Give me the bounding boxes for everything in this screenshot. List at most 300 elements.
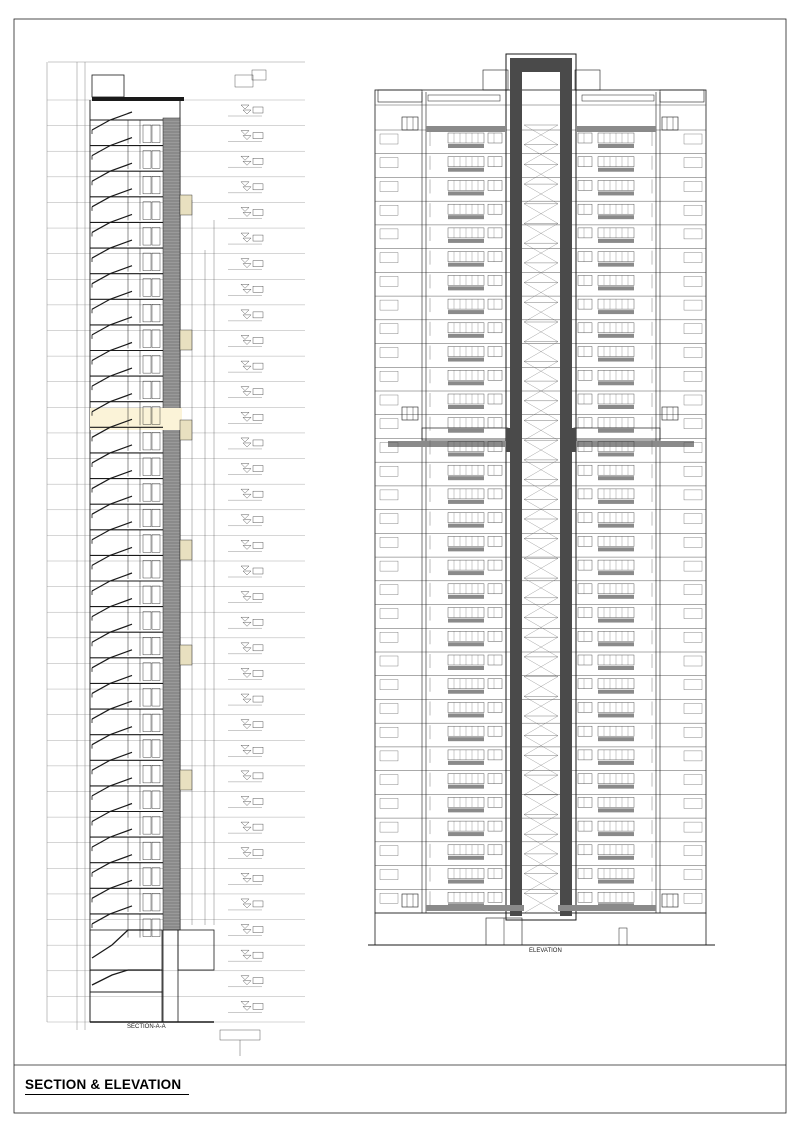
section-door-opening [143, 663, 151, 681]
section-level-marker [241, 336, 251, 345]
section-balcony-edge [92, 471, 132, 489]
section-level-box [253, 542, 263, 548]
section-door-opening [152, 893, 160, 911]
section-level-box [253, 286, 263, 292]
section-door-opening [143, 637, 151, 655]
section-level-marker [241, 131, 251, 140]
elevation-window [578, 821, 592, 831]
elevation-wing-window [684, 229, 702, 239]
section-level-box [253, 440, 263, 446]
section-balcony-edge [92, 573, 132, 591]
elevation-balcony-rail [448, 666, 484, 670]
elevation-wing-window [380, 609, 398, 619]
elevation-balcony-rail [448, 191, 484, 195]
elevation-wing-window [380, 229, 398, 239]
elevation-window [578, 845, 592, 855]
section-level-box [253, 594, 263, 600]
section-level-marker [241, 1001, 251, 1010]
elevation-window [488, 608, 502, 618]
elevation-window [578, 655, 592, 665]
section-level-box [253, 927, 263, 933]
elevation-balcony-rail [598, 215, 634, 219]
elevation-window [578, 726, 592, 736]
elevation-balcony-rail [598, 547, 634, 551]
elevation-wing-window [684, 158, 702, 168]
elevation-wing-window [380, 727, 398, 737]
elevation-core-cap [522, 58, 560, 72]
section-balcony-edge [92, 701, 132, 719]
section-level-box [253, 158, 263, 164]
elevation-corner-window [402, 117, 418, 130]
elevation-window [578, 584, 592, 594]
section-level-marker [241, 745, 251, 754]
elevation-wing-parapet [660, 90, 704, 102]
elevation-wing-window [684, 419, 702, 429]
section-door-opening [143, 612, 151, 630]
section-door-opening [152, 637, 160, 655]
elevation-balcony-rail [598, 808, 634, 812]
elevation-balcony-rail [448, 856, 484, 860]
elevation-roof-mass [575, 70, 600, 90]
section-balcony-edge [92, 675, 132, 693]
elevation-wing-parapet [378, 90, 422, 102]
elevation-balcony-rail [598, 334, 634, 338]
elevation-wing-window [380, 846, 398, 856]
section-door-opening [143, 919, 151, 937]
elevation-wing-window [380, 822, 398, 832]
elevation-balcony-rail [448, 547, 484, 551]
elevation-window [488, 228, 502, 238]
section-door-opening [152, 868, 160, 886]
section-service-box [180, 645, 192, 665]
elevation-window [578, 892, 592, 902]
elevation-window [488, 869, 502, 879]
section-level-marker [241, 540, 251, 549]
elevation-corner-window [662, 407, 678, 420]
section-door-opening [143, 356, 151, 374]
elevation-balcony-rail [448, 405, 484, 409]
section-level-marker [241, 233, 251, 242]
elevation-window [488, 750, 502, 760]
section-door-opening [143, 484, 151, 502]
section-level-marker [241, 592, 251, 601]
elevation-balcony-rail [448, 239, 484, 243]
elevation-balcony-rail [598, 524, 634, 528]
section-door-opening [152, 381, 160, 399]
elevation-window [578, 299, 592, 309]
elevation-wing-window [684, 253, 702, 263]
section-level-box [253, 619, 263, 625]
elevation-balcony-rail [598, 476, 634, 480]
elevation-window [488, 774, 502, 784]
section-foundation-detail [220, 1030, 260, 1040]
elevation-balcony-rail [448, 334, 484, 338]
section-balcony-edge [92, 829, 132, 847]
elevation-window [488, 370, 502, 380]
elevation-wing-window [684, 181, 702, 191]
elevation-balcony-rail [448, 168, 484, 172]
elevation-window [578, 180, 592, 190]
section-level-marker [241, 797, 251, 806]
elevation-balcony-rail [598, 880, 634, 884]
section-level-marker [241, 899, 251, 908]
elevation-window [488, 418, 502, 428]
section-level-box [253, 645, 263, 651]
elevation-balcony-rail [598, 903, 634, 907]
section-level-marker [241, 873, 251, 882]
elevation-wing-window [380, 205, 398, 215]
elevation-window [578, 702, 592, 712]
elevation-wing-window [684, 870, 702, 880]
sheet-title: SECTION & ELEVATION [25, 1077, 182, 1092]
section-door-opening [152, 688, 160, 706]
section-door-opening [143, 176, 151, 194]
section-level-marker [241, 182, 251, 191]
section-balcony-edge [92, 266, 132, 284]
section-door-opening [152, 765, 160, 783]
section-podium-core [163, 930, 178, 1022]
section-level-marker [241, 515, 251, 524]
elevation-window [488, 655, 502, 665]
elevation-balcony-rail [598, 737, 634, 741]
elevation-balcony-rail [598, 358, 634, 362]
elevation-balcony-rail [598, 595, 634, 599]
elevation-balcony-rail [448, 310, 484, 314]
section-balcony-edge [92, 650, 132, 668]
elevation-balcony-rail [598, 619, 634, 623]
elevation-corner-window [662, 117, 678, 130]
elevation-window [488, 679, 502, 689]
section-level-box [253, 952, 263, 958]
elevation-corner-window [402, 407, 418, 420]
section-service-box [180, 770, 192, 790]
section-door-opening [143, 765, 151, 783]
section-door-opening [143, 458, 151, 476]
elevation-balcony-rail [448, 429, 484, 433]
section-door-opening [143, 227, 151, 245]
elevation-core-node [562, 428, 576, 452]
section-door-opening [152, 714, 160, 732]
section-door-opening [143, 381, 151, 399]
section-level-marker [241, 976, 251, 985]
elevation-wing-window [684, 205, 702, 215]
elevation-balcony-rail [448, 690, 484, 694]
elevation-window [578, 489, 592, 499]
section-level-box [253, 466, 263, 472]
elevation-balcony-rail [448, 476, 484, 480]
section-balcony-edge [92, 368, 132, 386]
section-balcony-edge [92, 599, 132, 617]
elevation-balcony-rail [448, 619, 484, 623]
elevation-wing-window [684, 466, 702, 476]
section-door-opening [152, 356, 160, 374]
section-level-box [253, 875, 263, 881]
elevation-window [488, 584, 502, 594]
section-door-opening [143, 586, 151, 604]
elevation-wing-window [684, 300, 702, 310]
section-balcony-edge [92, 240, 132, 258]
elevation-roof-rail [428, 95, 500, 101]
section-level-box [253, 517, 263, 523]
section-door-opening [152, 330, 160, 348]
elevation-wing-window [684, 680, 702, 690]
elevation-balcony-rail [598, 832, 634, 836]
section-level-marker [241, 771, 251, 780]
elevation-wing-window [684, 609, 702, 619]
elevation-wing-window [684, 775, 702, 785]
elevation-wing-window [380, 893, 398, 903]
elevation-wing-window [380, 775, 398, 785]
elevation-window [578, 513, 592, 523]
elevation-window [578, 631, 592, 641]
elevation-wing-window [684, 798, 702, 808]
elevation-wing-window [380, 632, 398, 642]
elevation-window [488, 275, 502, 285]
elevation-balcony-rail [598, 310, 634, 314]
elevation-window [578, 750, 592, 760]
elevation-wing-window [380, 253, 398, 263]
elevation-window [488, 845, 502, 855]
elevation-podium [375, 913, 706, 945]
elevation-band [388, 441, 506, 447]
section-level-marker [241, 438, 251, 447]
elevation-window [488, 299, 502, 309]
section-door-opening [152, 535, 160, 553]
elevation-wing-window [380, 395, 398, 405]
elevation-window [488, 702, 502, 712]
elevation-wing-window [380, 466, 398, 476]
elevation-wing-window [380, 798, 398, 808]
elevation-core-column [510, 58, 522, 916]
elevation-wing-window [684, 371, 702, 381]
elevation-balcony-rail [598, 381, 634, 385]
section-level-marker [241, 694, 251, 703]
section-level-box [253, 338, 263, 344]
elevation-window [488, 892, 502, 902]
section-service-box [180, 420, 192, 440]
section-balcony-edge [92, 317, 132, 335]
elevation-window [488, 489, 502, 499]
section-level-marker [241, 489, 251, 498]
section-level-box [253, 978, 263, 984]
section-level-box [253, 107, 263, 113]
elevation-balcony-rail [448, 524, 484, 528]
elevation-wing-window [380, 276, 398, 286]
elevation-window [578, 394, 592, 404]
elevation-window [578, 679, 592, 689]
elevation-balcony-rail [448, 263, 484, 267]
elevation-window [578, 418, 592, 428]
elevation-window [488, 204, 502, 214]
section-door-opening [152, 227, 160, 245]
elevation-wing-window [380, 680, 398, 690]
section-balcony-edge [92, 855, 132, 873]
elevation-balcony-rail [448, 903, 484, 907]
section-level-box [253, 824, 263, 830]
section-level-box [253, 261, 263, 267]
elevation-window [488, 323, 502, 333]
section-level-marker [241, 207, 251, 216]
section-service-box [180, 540, 192, 560]
section-balcony-edge [92, 522, 132, 540]
elevation-balcony-rail [448, 571, 484, 575]
section-balcony-edge [92, 163, 132, 181]
section-door-opening [143, 868, 151, 886]
section-balcony-edge [92, 343, 132, 361]
section-balcony-edge [92, 778, 132, 796]
section-door-opening [152, 817, 160, 835]
elevation-wing-window [684, 585, 702, 595]
section-level-box [253, 414, 263, 420]
elevation-window [488, 133, 502, 143]
elevation-balcony-rail [598, 239, 634, 243]
elevation-balcony-rail [598, 429, 634, 433]
section-door-opening [152, 791, 160, 809]
elevation-window [578, 869, 592, 879]
section-door-opening [143, 893, 151, 911]
elevation-wing-window [684, 893, 702, 903]
elevation-balcony-rail [448, 358, 484, 362]
section-door-opening [143, 509, 151, 527]
elevation-balcony-rail [448, 785, 484, 789]
elevation-corner-window [402, 894, 418, 907]
section-balcony-edge [92, 112, 132, 130]
elevation-window [488, 726, 502, 736]
elevation-wing-window [380, 490, 398, 500]
section-level-box [253, 1003, 263, 1009]
elevation-core-node [506, 428, 520, 452]
section-service-box [180, 330, 192, 350]
section-door-opening [143, 817, 151, 835]
elevation-wing-window [380, 703, 398, 713]
elevation-balcony-rail [448, 737, 484, 741]
section-level-box [253, 568, 263, 574]
section-level-marker [241, 259, 251, 268]
elevation-balcony-rail [448, 761, 484, 765]
section-level-box [253, 722, 263, 728]
elevation-wing-window [684, 561, 702, 571]
section-balcony-edge [92, 752, 132, 770]
elevation-window [578, 275, 592, 285]
section-door-opening [143, 304, 151, 322]
section-level-box [253, 363, 263, 369]
elevation-band [426, 126, 506, 132]
elevation-window [578, 536, 592, 546]
elevation-balcony-rail [598, 263, 634, 267]
elevation-wing-window [380, 514, 398, 524]
elevation-wing-window [380, 870, 398, 880]
section-door-opening [152, 509, 160, 527]
section-level-marker [241, 310, 251, 319]
elevation-wing-window [684, 324, 702, 334]
elevation-roof-rail [582, 95, 654, 101]
section-door-opening [152, 919, 160, 937]
section-balcony-edge [92, 880, 132, 898]
section-level-box [253, 184, 263, 190]
elevation-band [576, 126, 656, 132]
sheet-border [14, 19, 786, 1113]
section-level-box [253, 133, 263, 139]
section-level-marker [241, 284, 251, 293]
section-door-opening [152, 740, 160, 758]
section-balcony-edge [92, 214, 132, 232]
section-door-opening [143, 151, 151, 169]
sheet-title-underline [25, 1094, 189, 1095]
elevation-wing-window [684, 656, 702, 666]
section-door-opening [143, 535, 151, 553]
elevation-window [488, 821, 502, 831]
section-door-opening [143, 714, 151, 732]
elevation-window [578, 157, 592, 167]
section-door-opening [143, 330, 151, 348]
section-door-opening [152, 612, 160, 630]
elevation-balcony-rail [598, 571, 634, 575]
elevation-core-column [560, 58, 572, 916]
elevation-wing-window [684, 537, 702, 547]
elevation-wing-window [684, 703, 702, 713]
elevation-window [488, 465, 502, 475]
elevation-wing-window [684, 514, 702, 524]
section-drawing [47, 62, 305, 1056]
elevation-balcony-rail [598, 642, 634, 646]
elevation-wing-window [684, 822, 702, 832]
section-door-opening [152, 586, 160, 604]
elevation-wing-window [684, 490, 702, 500]
elevation-balcony-rail [448, 832, 484, 836]
elevation-window [488, 347, 502, 357]
elevation-balcony-rail [448, 595, 484, 599]
elevation-balcony-rail [448, 500, 484, 504]
section-level-marker [241, 387, 251, 396]
section-door-opening [152, 432, 160, 450]
section-level-box [253, 312, 263, 318]
elevation-wing-window [380, 324, 398, 334]
section-door-opening [152, 663, 160, 681]
elevation-wing-window [684, 395, 702, 405]
elevation-balcony-rail [598, 168, 634, 172]
section-level-marker [241, 361, 251, 370]
section-level-box [253, 773, 263, 779]
section-service-box [180, 195, 192, 215]
elevation-balcony-rail [598, 286, 634, 290]
section-balcony-edge [92, 291, 132, 309]
elevation-wing-window [380, 134, 398, 144]
elevation-wing-window [380, 537, 398, 547]
section-door-opening [152, 202, 160, 220]
section-level-box [253, 389, 263, 395]
elevation-corner-window [662, 894, 678, 907]
section-level-marker [241, 925, 251, 934]
section-door-opening [143, 688, 151, 706]
elevation-wing-window [684, 348, 702, 358]
elevation-window [578, 228, 592, 238]
elevation-window [488, 536, 502, 546]
elevation-balcony-rail [598, 666, 634, 670]
section-roof-slab [92, 97, 184, 101]
elevation-side-door [619, 928, 627, 945]
section-level-marker [241, 412, 251, 421]
elevation-window [578, 465, 592, 475]
elevation-wing-window [380, 158, 398, 168]
elevation-window [488, 252, 502, 262]
elevation-window [578, 347, 592, 357]
section-door-opening [152, 304, 160, 322]
elevation-roof-mass [483, 70, 508, 90]
section-level-marker [241, 822, 251, 831]
section-podium-annex [178, 930, 214, 970]
elevation-window [578, 133, 592, 143]
elevation-wing-window [684, 276, 702, 286]
